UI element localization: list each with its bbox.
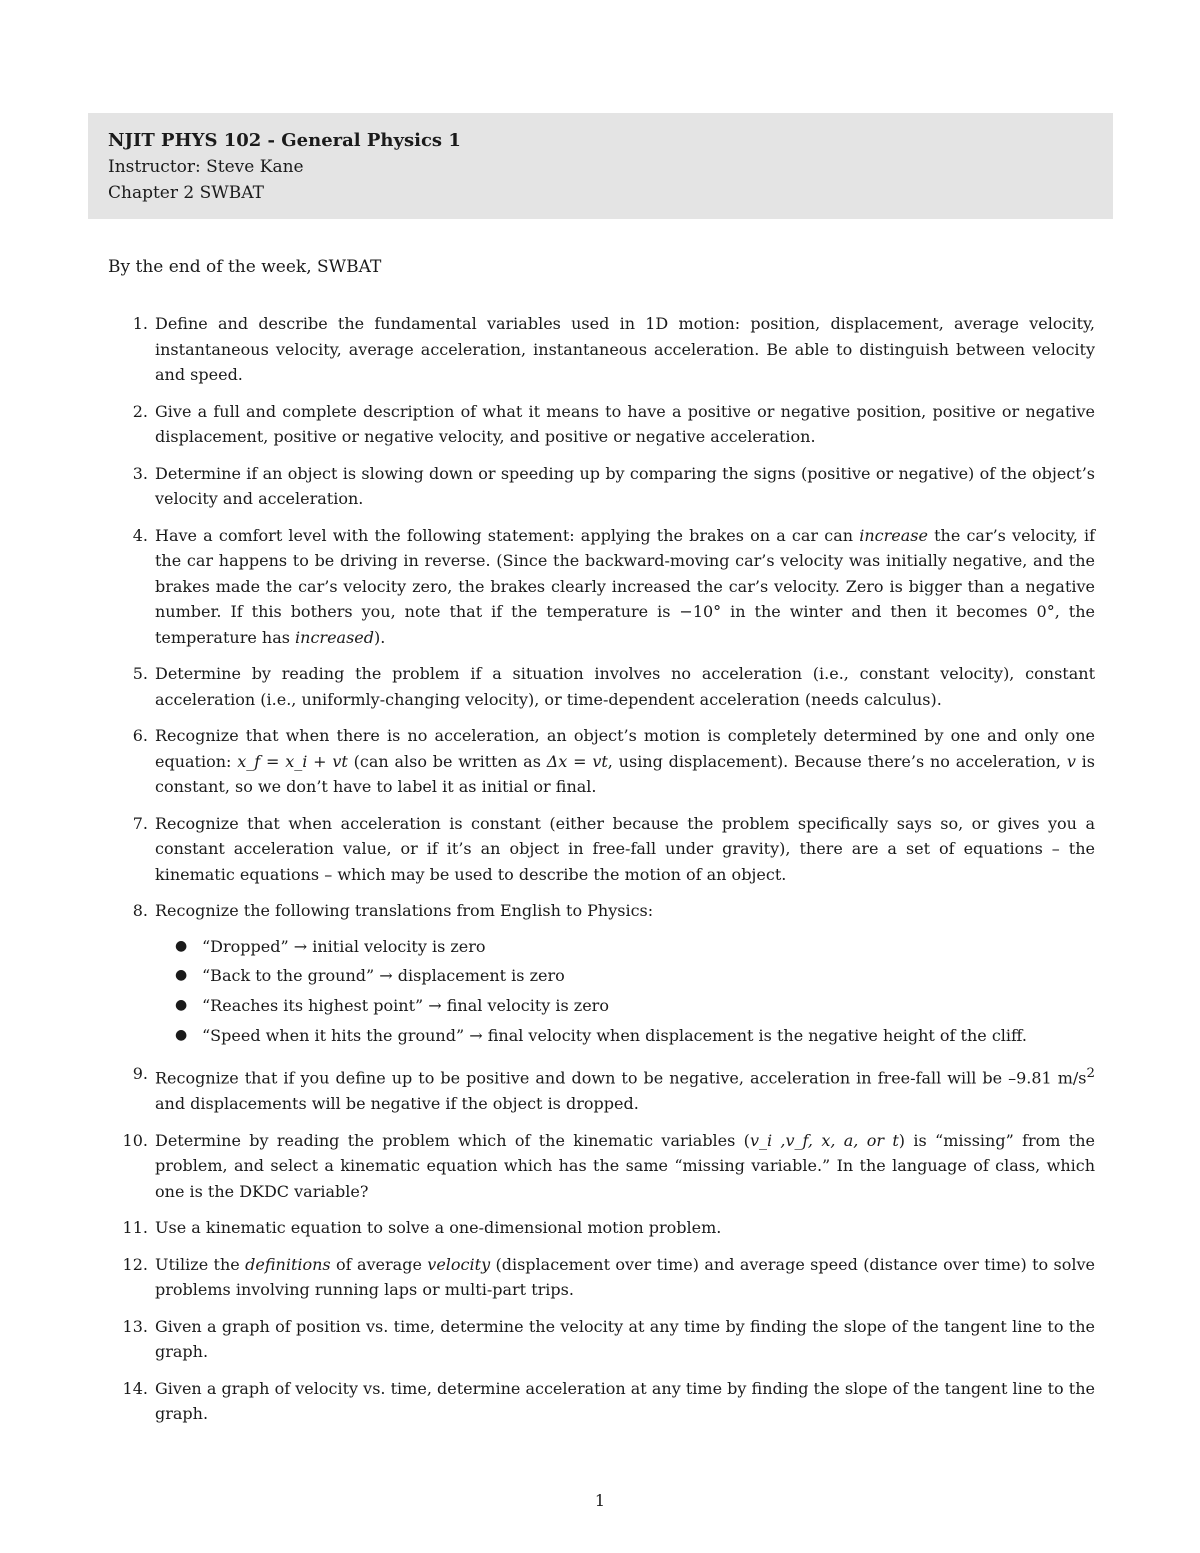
objective-number: 8. (132, 901, 148, 920)
objective-text: Recognize the following translations from English to Physics: (155, 901, 654, 920)
translation-item (155, 961, 1095, 991)
objective-number: 6. (132, 726, 148, 745)
objective-item-12 (108, 1252, 1095, 1303)
translation-text: “Reaches its highest point” → final velocity is zero (202, 995, 609, 1015)
emphasis-text: definitions (245, 1254, 331, 1274)
objective-number: 3. (132, 463, 148, 483)
objective-item-11 (108, 1215, 1095, 1241)
equation: x_f = x_i + vt (237, 751, 348, 771)
objective-number: 9. (132, 1064, 148, 1084)
objective-text: , using displacement). Because there’s no acceleration, (607, 751, 1067, 771)
bullet-icon: ● (175, 1026, 188, 1043)
course-header (88, 113, 1113, 219)
instructor-line: Instructor: Steve Kane (108, 157, 304, 177)
objective-text: ). (374, 627, 386, 647)
objective-item-14 (108, 1376, 1095, 1427)
objective-item-13 (108, 1314, 1095, 1365)
objective-text: ) is “missing” from the problem, and select a kinematic equation which has the same “missing variable.” In the language of class, which one is the DKDC variable? (155, 1130, 1096, 1201)
bullet-icon: ● (175, 996, 188, 1013)
translation-item (155, 1021, 1095, 1051)
translation-list (155, 932, 1095, 1051)
page-number: 1 (594, 1491, 606, 1510)
objective-number: 10. (122, 1130, 148, 1150)
objective-text: Recognize that when acceleration is constant (either because the problem specifically says so, or gives you a constant acceleration value, or if it’s an object in free-fall under gravity), there are a set of equations – the kinematic equations – which may be used to describe the motion of an object. (155, 813, 1095, 884)
objective-text: the car’s velocity, if the car happens to be driving in reverse. (Since the backward-moving car’s velocity was initially negative, and the brakes made the car’s velocity zero, the brakes clearly increased the car’s velocity. Zero is bigger than a negative number. If this bothers you, note that if the temperature is −10° in the winter and then it becomes 0°, the temperature has (155, 525, 1096, 647)
superscript: 2 (1086, 1066, 1095, 1082)
objective-item-5 (108, 661, 1095, 712)
objective-number: 12. (122, 1254, 148, 1274)
emphasis-text: increased (295, 627, 375, 647)
objective-number: 5. (132, 664, 148, 683)
objective-number: 14. (122, 1378, 148, 1398)
objective-text: Determine by reading the problem which of the kinematic variables ( (155, 1130, 750, 1150)
objective-text: Given a graph of velocity vs. time, determine acceleration at any time by finding the slope of the tangent line to the graph. (155, 1378, 1095, 1424)
objective-text: and displacements will be negative if the object is dropped. (155, 1094, 639, 1114)
objective-text: Determine by reading the problem if a situation involves no acceleration (i.e., constant velocity), constant acceleration (i.e., uniformly-changing velocity), or time-dependent acceleration (needs calculus). (155, 664, 1095, 709)
equation: v (1066, 751, 1076, 771)
equation: Δx = vt (546, 751, 608, 771)
objective-text: Recognize that if you define up to be positive and down to be negative, acceleration in free-fall will be –9.81 m/s (155, 1068, 1087, 1088)
objective-item-1 (108, 311, 1095, 388)
objective-number: 13. (122, 1316, 148, 1336)
kinematic-variables: v_i ,v_f, x, a, or t (749, 1130, 899, 1150)
translation-item (155, 991, 1095, 1021)
chapter-line: Chapter 2 SWBAT (108, 183, 264, 203)
objective-item-8 (108, 898, 1095, 1050)
objective-item-6 (108, 723, 1095, 800)
objective-text: Define and describe the fundamental variables used in 1D motion: position, displacement, average velocity, instantaneous velocity, average acceleration, instantaneous acceleration. Be able to distinguish between velocity and speed. (155, 314, 1095, 384)
emphasis-text: increase (859, 525, 928, 545)
objective-item-10 (108, 1128, 1095, 1205)
translation-text: “Speed when it hits the ground” → final velocity when displacement is the negative height of the cliff. (202, 1025, 1027, 1045)
objective-number: 2. (132, 401, 148, 421)
translation-item (155, 932, 1095, 962)
course-title: NJIT PHYS 102 - General Physics 1 (108, 130, 461, 151)
objective-number: 1. (132, 314, 148, 333)
objective-text: Use a kinematic equation to solve a one-dimensional motion problem. (155, 1218, 722, 1238)
objective-item-7 (108, 811, 1095, 888)
objectives-list (108, 311, 1095, 1438)
intro-text: By the end of the week, SWBAT (108, 257, 382, 277)
objective-text: Given a graph of position vs. time, determine the velocity at any time by finding the slope of the tangent line to the graph. (155, 1316, 1095, 1362)
objective-number: 7. (132, 813, 148, 833)
emphasis-text: velocity (427, 1254, 491, 1274)
objective-text: (can also be written as (347, 751, 547, 771)
objective-text: of average (330, 1254, 428, 1274)
objective-text: Determine if an object is slowing down or speeding up by comparing the signs (positive or negative) of the object’s velocity and acceleration. (155, 463, 1095, 508)
objective-text: Have a comfort level with the following statement: applying the brakes on a car can (155, 525, 860, 545)
bullet-icon: ● (175, 937, 188, 954)
translation-text: “Dropped” → initial velocity is zero (202, 936, 486, 956)
objective-text: (displacement over time) and average speed (distance over time) to solve problems involving running laps or multi-part trips. (155, 1254, 1095, 1300)
objective-item-4 (108, 523, 1095, 651)
objective-text: Recognize that when there is no acceleration, an object’s motion is completely determined by one and only one equation: (155, 726, 1095, 771)
objective-text: is constant, so we don’t have to label it as initial or final. (155, 751, 1096, 796)
objective-number: 11. (122, 1218, 148, 1238)
objective-item-3 (108, 461, 1095, 512)
objective-number: 4. (132, 525, 148, 545)
objective-text: Utilize the (155, 1254, 246, 1274)
objective-item-2 (108, 399, 1095, 450)
objective-text: Give a full and complete description of what it means to have a positive or negative position, positive or negative displacement, positive or negative velocity, and positive or negative acceleration. (155, 401, 1095, 446)
bullet-icon: ● (175, 967, 188, 984)
translation-text: “Back to the ground” → displacement is zero (202, 966, 565, 986)
objective-item-9 (108, 1061, 1095, 1116)
